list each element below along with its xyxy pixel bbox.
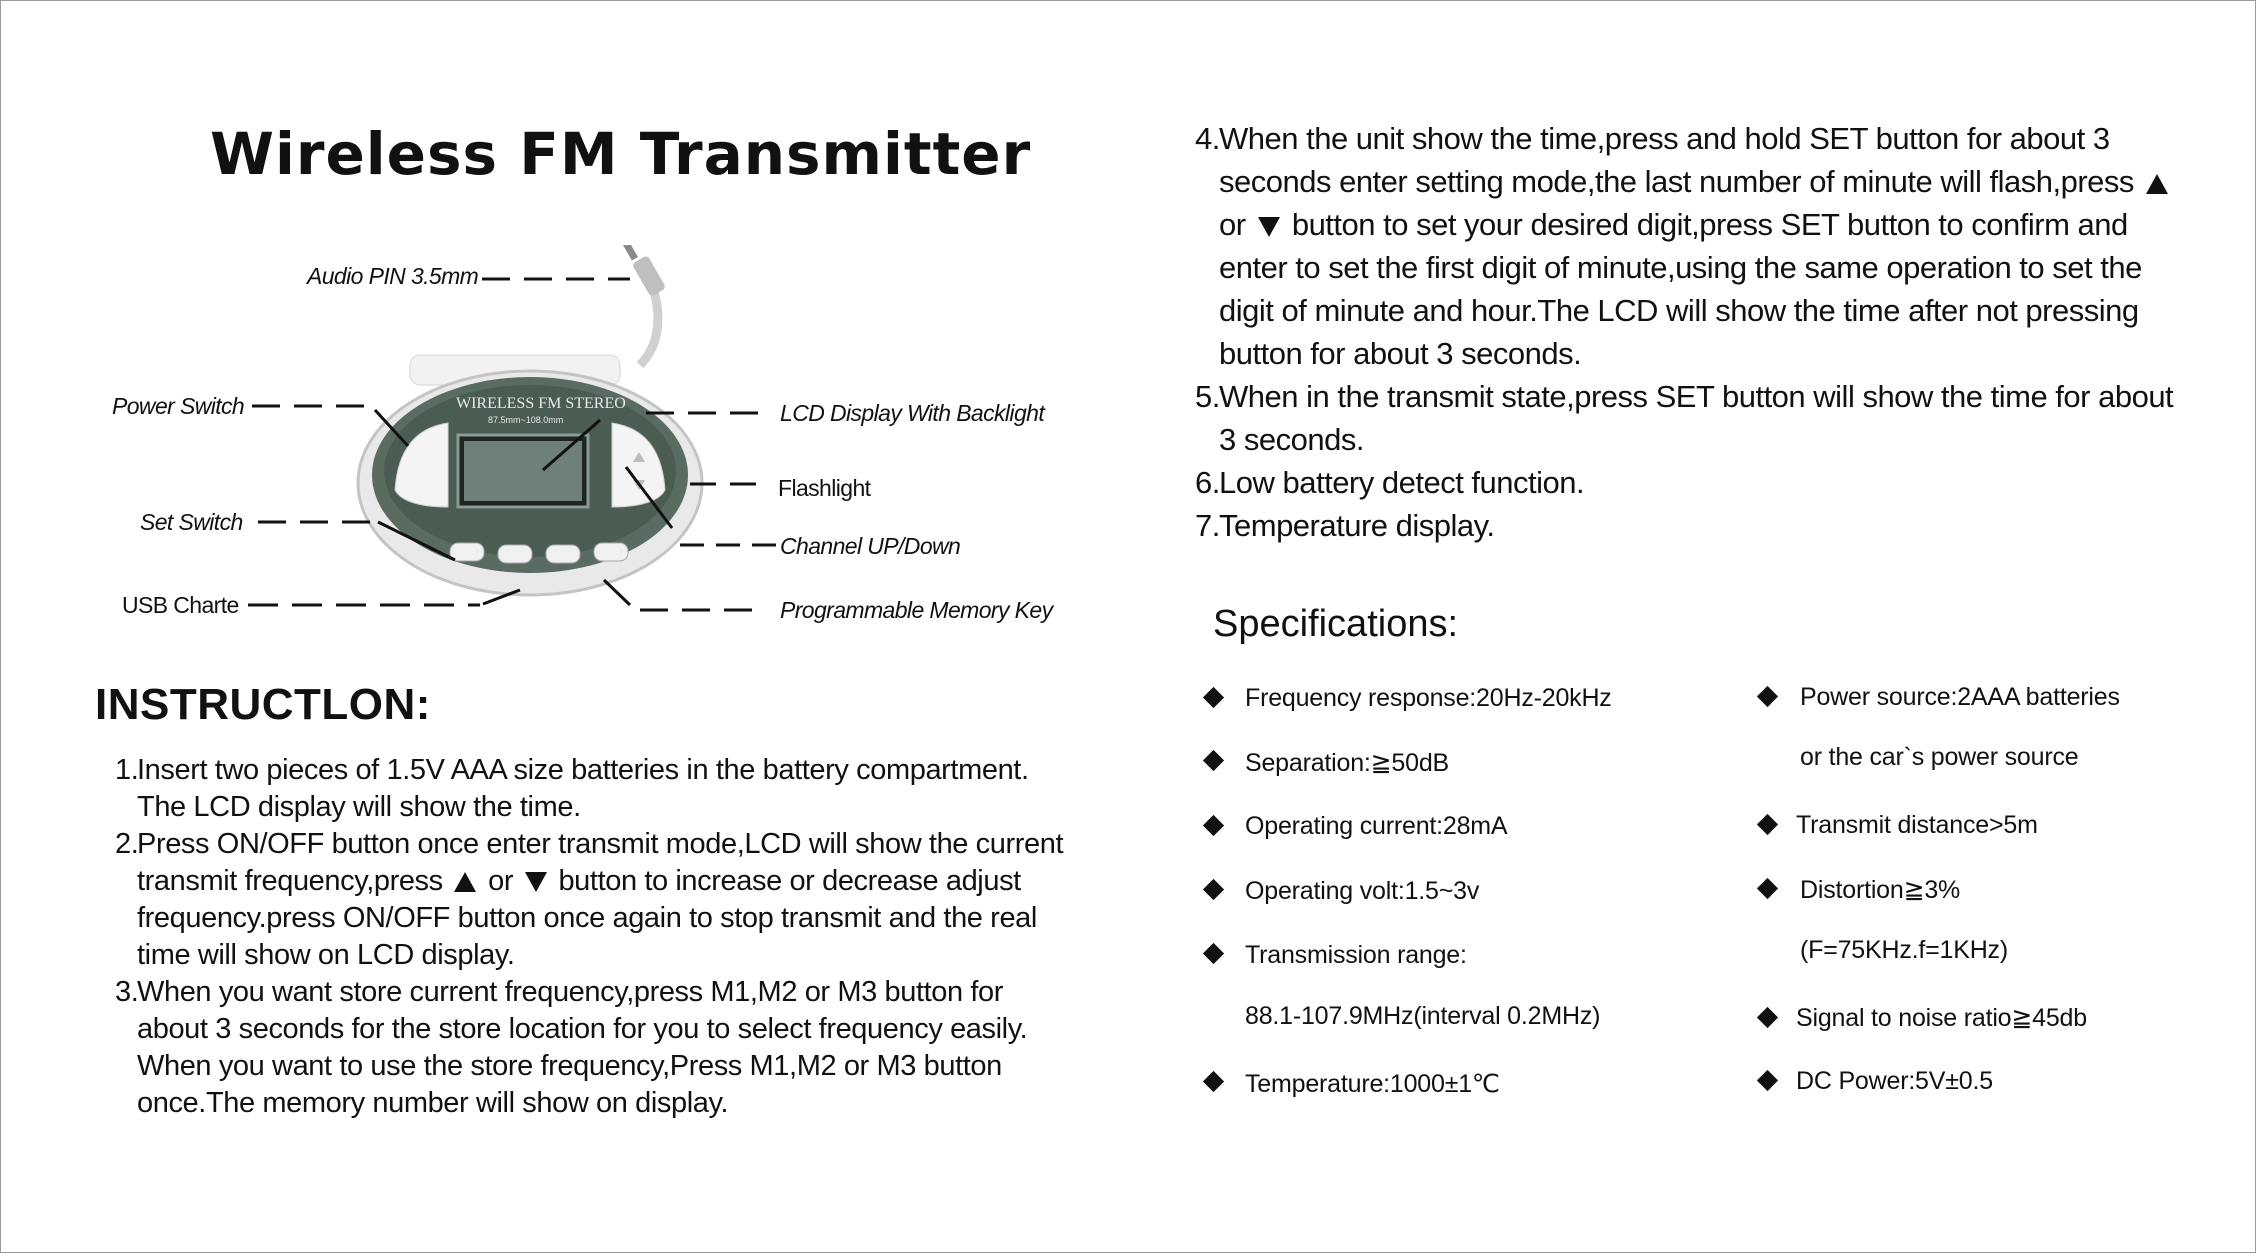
step-number: 5. [1195,379,1220,414]
label-usb: USB Charte [122,592,239,618]
step-text: Insert two pieces of 1.5V AAA size batteries in the battery compartment. The LCD display will show the time. [137,754,1029,823]
device-range: 87.5mm~108.0mm [488,415,564,425]
instruction-steps-left [115,752,1075,1122]
step-text: When in the transmit state,press SET button will show the time for about 3 seconds. [1219,379,2174,457]
step-4 [1195,117,2195,375]
step-text: Temperature display. [1219,508,1495,543]
spec-power-source-cont: or the car`s power source [1800,743,2079,771]
spec-separation: Separation:≧50dB [1245,749,1450,777]
label-memory: Programmable Memory Key [780,597,1053,623]
step-2 [115,826,1075,974]
step-7 [1195,504,2195,547]
step-text: or [488,865,514,897]
audio-plug-body [632,255,667,297]
down-arrow-icon [1258,217,1280,237]
step-number: 3. [115,976,139,1008]
spec-volt: Operating volt:1.5~3v [1245,877,1480,905]
step-text: When you want store current frequency,press M1,M2 or M3 button for about 3 seconds for the store location for you to select frequency easily. When you want to use the store frequency,Press M1,M2 or M3 button once.The memory number will show on display. [137,976,1028,1119]
step-number: 2. [115,828,139,860]
step-text: button to increase or decrease adjust frequency.press ON/OFF button once again to stop transmit and the real time will show on LCD display. [137,865,1037,971]
step-number: 7. [1195,508,1220,543]
label-channel: Channel UP/Down [780,533,961,559]
spec-frequency: Frequency response:20Hz-20kHz [1245,684,1612,712]
instruction-heading: INSTRUCTLON: [95,680,431,729]
step-number: 6. [1195,465,1220,500]
step-5 [1195,375,2195,461]
step-text: or [1219,207,1246,242]
label-set-switch: Set Switch [140,509,243,535]
step-text: button to set your desired digit,press SET button to confirm and enter to set the first digit of minute,using the same operation to set the digit of minute and hour.The LCD will show the time after not pressing button for about 3 seconds. [1219,207,2142,371]
spec-distortion-cond: (F=75KHz.f=1KHz) [1800,936,2008,964]
step-1 [115,752,1075,826]
label-lcd: LCD Display With Backlight [780,400,1045,426]
spec-range-value: 88.1-107.9MHz(interval 0.2MHz) [1245,1002,1601,1030]
label-power-switch: Power Switch [112,393,245,419]
m1-button [498,545,532,563]
spec-distance: Transmit distance>5m [1796,811,2038,839]
specifications-heading: Specifications: [1213,603,1459,645]
up-arrow-icon [2146,174,2168,194]
spec-range: Transmission range: [1245,941,1467,969]
spec-temperature: Temperature:1000±1℃ [1245,1070,1500,1098]
page-title: Wireless FM Transmitter [210,120,1032,188]
step-text: Press ON/OFF button once enter transmit mode,LCD will show the current transmit frequency,press [137,828,1064,897]
step-text: When the unit show the time,press and hold SET button for about 3 seconds enter setting mode,the last number of minute will flash,press [1219,121,2134,199]
down-arrow-icon [525,872,547,892]
step-3 [115,974,1075,1122]
label-audio-pin: Audio PIN 3.5mm [307,263,479,289]
m3-button [594,543,628,561]
step-6 [1195,461,2195,504]
m2-button [546,545,580,563]
step-number: 1. [115,754,139,786]
step-text: Low battery detect function. [1219,465,1585,500]
fm-transmitter-illustration [340,245,740,625]
audio-plug-pin [617,245,638,260]
spec-distortion: Distortion≧3% [1800,876,1961,904]
instruction-steps-right [1195,117,2195,547]
set-button [450,543,484,561]
step-number: 4. [1195,121,1220,156]
spec-dc-power: DC Power:5V±0.5 [1796,1067,1993,1095]
spec-snr: Signal to noise ratio≧45db [1796,1004,2087,1032]
audio-cable [640,285,658,365]
device-brand: WIRELESS FM STEREO [456,395,626,412]
spec-current: Operating current:28mA [1245,812,1508,840]
up-arrow-icon [454,872,476,892]
spec-power-source: Power source:2AAA batteries [1800,683,2120,711]
label-flashlight: Flashlight [778,475,871,501]
